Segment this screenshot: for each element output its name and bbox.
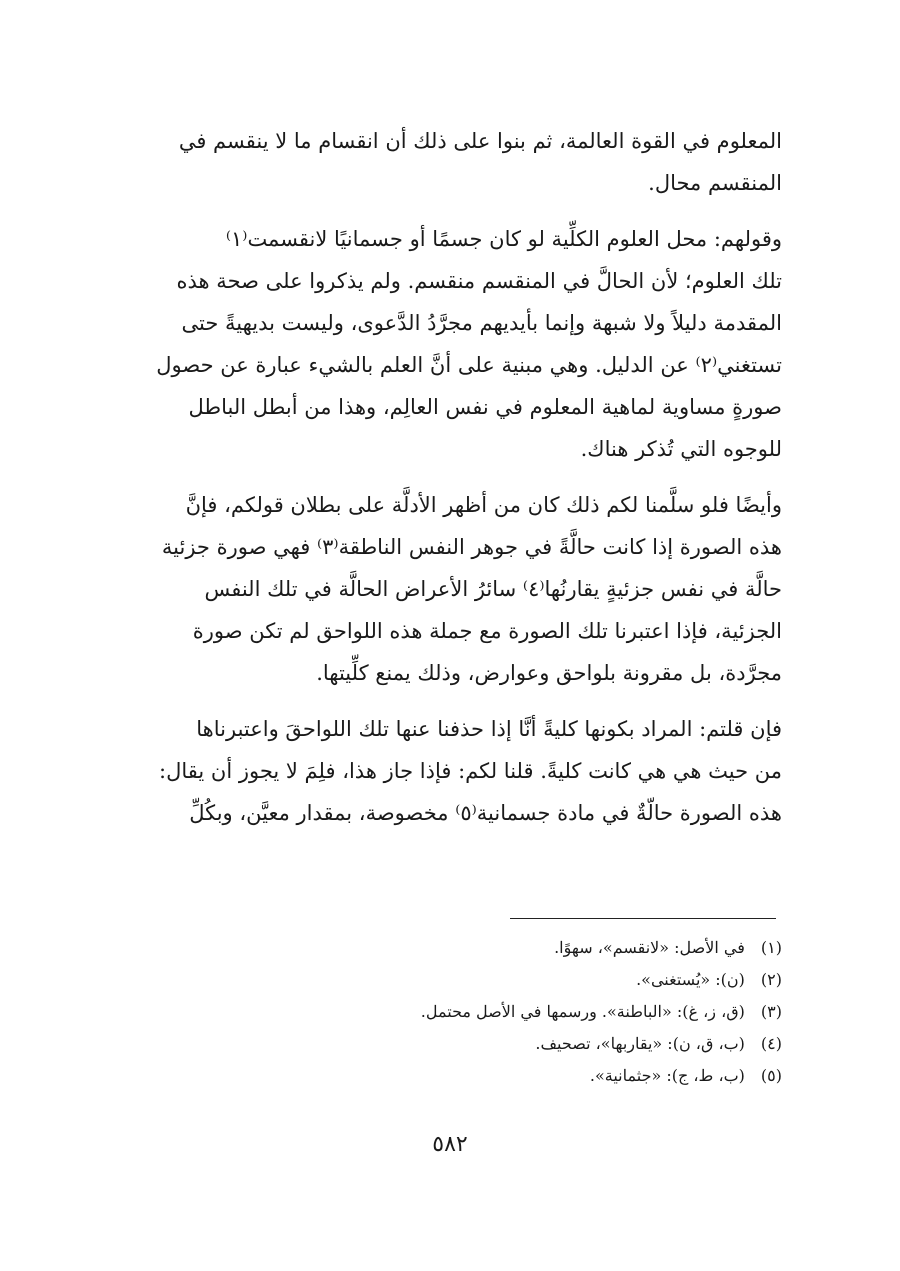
footnote [222, 1060, 782, 1092]
footnote-number: (٤) [760, 1034, 782, 1053]
text-line: المنقسم محال. [648, 171, 782, 195]
paragraph [110, 218, 782, 470]
text-line: صورةٍ مساوية لماهية المعلوم في نفس العالِم، وهذا من أبطل الباطل [188, 395, 782, 419]
footnote [222, 932, 782, 964]
paragraph [110, 708, 782, 834]
footnote [222, 996, 782, 1028]
text-line: للوجوه التي تُذكر هناك. [580, 437, 782, 461]
footnote [222, 964, 782, 996]
main-text [110, 120, 782, 834]
footnote [222, 1028, 782, 1060]
footnote-number: (٢) [760, 970, 782, 989]
footnotes [222, 932, 782, 1092]
footnote-text: في الأصل: «لانقسم»، سهوًا. [554, 938, 745, 957]
text-line: وقولهم: محل العلوم الكلِّية لو كان جسمًا أو جسمانيًا لانقسمت⁽١⁾ [225, 227, 782, 251]
page-number: ٥٨٢ [432, 1132, 468, 1157]
text-line: فإن قلتم: المراد بكونها كليةً أنَّا إذا حذفنا عنها تلك اللواحقَ واعتبرناها [196, 717, 782, 741]
text-line: تلك العلوم؛ لأن الحالَّ في المنقسم منقسم. ولم يذكروا على صحة هذه [176, 269, 782, 293]
paragraph [110, 120, 782, 204]
text-line: مجرَّدة، بل مقرونة بلواحق وعوارض، وذلك يمنع كلِّيتها. [316, 661, 782, 685]
text-line: من حيث هي هي كانت كليةً. قلنا لكم: فإذا جاز هذا، فلِمَ لا يجوز أن يقال: [159, 759, 782, 783]
text-line: هذه الصورة إذا كانت حالَّةً في جوهر النفس الناطقة⁽٣⁾ فهي صورة جزئية [161, 535, 782, 559]
footnote-number: (٥) [760, 1066, 782, 1085]
footnote-divider [510, 918, 776, 919]
footnote-text: (ق، ز، غ): «الباطنة». ورسمها في الأصل محتمل. [420, 1002, 745, 1021]
text-line: وأيضًا فلو سلَّمنا لكم ذلك كان من أظهر الأدلَّة على بطلان قولكم، فإنَّ [185, 493, 782, 517]
footnote-number: (٣) [760, 1002, 782, 1021]
footnote-text: (ن): «يُستغنى». [636, 970, 745, 989]
text-line: الجزئية، فإذا اعتبرنا تلك الصورة مع جملة هذه اللواحق لم تكن صورة [192, 619, 782, 643]
text-line: المقدمة دليلاً ولا شبهة وإنما بأيديهم مجرَّدُ الدَّعوى، وليست بديهيةً حتى [181, 311, 782, 335]
text-line: هذه الصورة حالّةٌ في مادة جسمانية⁽٥⁾ مخصوصة، بمقدار معيَّن، وبكُلِّ [189, 801, 782, 825]
text-line: المعلوم في القوة العالمة، ثم بنوا على ذلك أن انقسام ما لا ينقسم في [178, 129, 782, 153]
text-line: تستغني⁽٢⁾ عن الدليل. وهي مبنية على أنَّ العلم بالشيء عبارة عن حصول [156, 353, 782, 377]
footnote-number: (١) [760, 938, 782, 957]
footnote-text: (ب، ق، ن): «يقاربها»، تصحيف. [535, 1034, 745, 1053]
paragraph [110, 484, 782, 694]
text-line: حالَّة في نفس جزئيةٍ يقارنُها⁽٤⁾ سائرُ الأعراض الحالَّة في تلك النفس [204, 577, 782, 601]
footnote-text: (ب، ط، ج): «جثمانية». [589, 1066, 745, 1085]
